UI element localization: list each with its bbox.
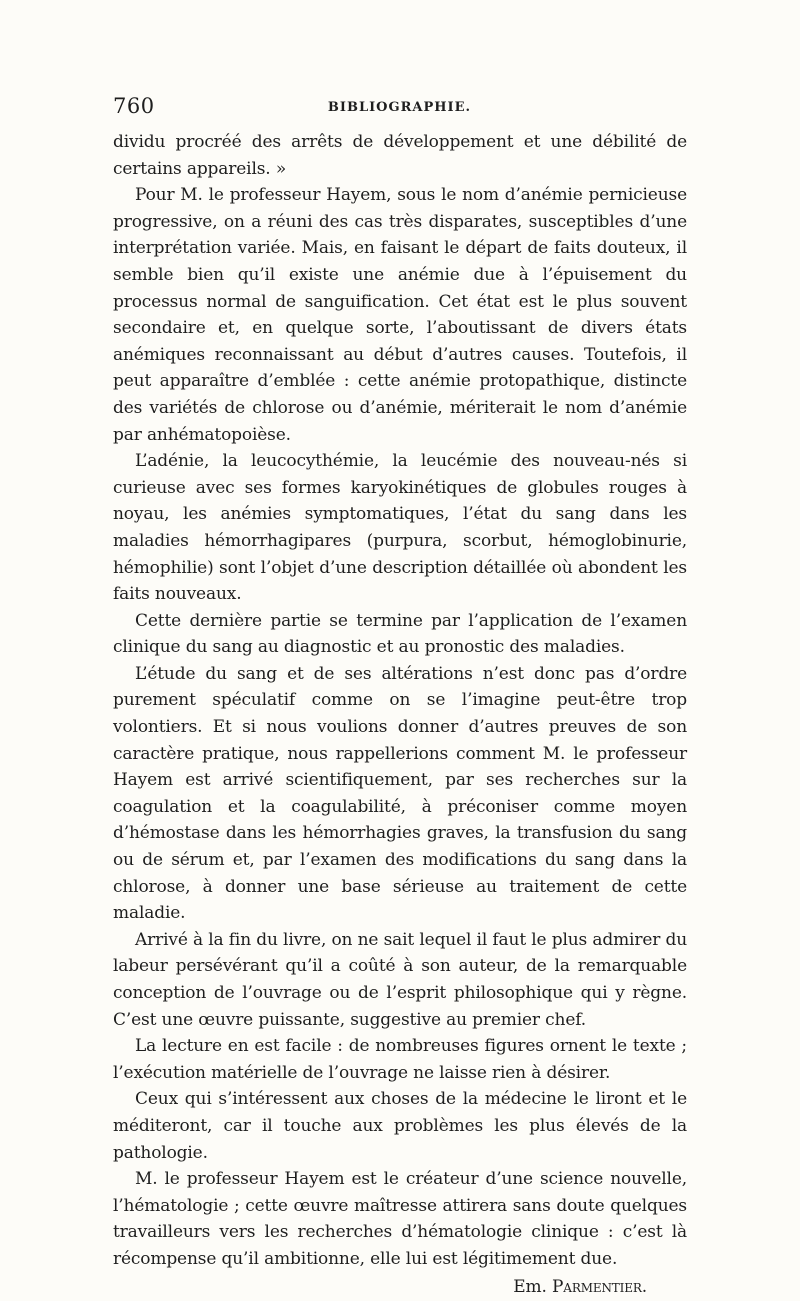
paragraph: Ceux qui s’intéressent aux choses de la médecine le liront et le méditeront, car il touche aux problèmes les plus élevés de la pathologie.: [113, 1089, 687, 1163]
paragraph: Cette dernière partie se termine par l’application de l’examen clinique du sang au diagnostic et au pronostic des maladies.: [113, 610, 687, 658]
paragraph: La lecture en est facile : de nombreuses figures ornent le texte ; l’exécution matérielle de l’ouvrage ne laisse rien à désirer.: [113, 1036, 687, 1083]
author-signature: [113, 1273, 687, 1301]
paragraph: M. le professeur Hayem est le créateur d’une science nouvelle, l’hématologie ; cette œuvre maîtresse attirera sans doute quelques travailleurs vers les recherches d’hématologie clinique : c’est là récompense qu’il ambitionne, elle lui est légitimement due.: [113, 1169, 687, 1269]
signature-first-name: Em.: [513, 1276, 553, 1297]
article-body: [113, 129, 687, 1301]
paragraph: dividu procréé des arrêts de développement et une débilité de certains appareils. »: [113, 132, 687, 179]
page-header: [113, 94, 686, 122]
running-head: BIBLIOGRAPHIE.: [327, 100, 472, 115]
paragraph: Arrivé à la fin du livre, on ne sait lequel il faut le plus admirer du labeur persévérant qu’il a coûté à son auteur, de la remarquable conception de l’ouvrage ou de l’esprit philosophique qui y règne. C’est une œuvre puissante, suggestive au premier chef.: [113, 929, 687, 1030]
paragraph: L’adénie, la leucocythémie, la leucémie des nouveau-nés si curieuse avec ses formes karyokinétiques de globules rouges à noyau, les anémies symptomatiques, l’état du sang dans les maladies hémorrhagipares (purpura, scorbut, hémoglobinurie, hémophilie) sont l’objet d’une description détaillée où abondent les faits nouveaux.: [113, 451, 687, 605]
signature-last-name: Parmentier.: [552, 1276, 647, 1297]
paragraph: Pour M. le professeur Hayem, sous le nom d’anémie pernicieuse progressive, on a réuni des cas très disparates, susceptibles d’une interprétation variée. Mais, en faisant le départ de faits douteux, il semble bien qu’il existe une anémie due à l’épuisement du processus normal de sanguification. Cet état est le plus souvent secondaire et, en quelque sorte, l’aboutissant de divers états anémiques reconnaissant au début d’autres causes. Toutefois, il peut apparaître d’emblée : cette anémie protopathique, distincte des variétés de chlorose ou d’anémie, mériterait le nom d’anémie par anhématopoièse.: [113, 185, 687, 445]
paragraph: L’étude du sang et de ses altérations n’est donc pas d’ordre purement spéculatif comme on se l’imagine peut-être trop volontiers. Et si nous voulions donner d’autres preuves de son caractère pratique, nous rappellerions comment M. le professeur Hayem est arrivé scientifiquement, par ses recherches sur la coagulation et la coagulabilité, à préconiser comme moyen d’hémostase dans les hémorrhagies graves, la transfusion du sang ou de sérum et, par l’examen des modifications du sang dans la chlorose, à donner une base sérieuse au traitement de cette maladie.: [113, 663, 687, 924]
page-number: 760: [113, 94, 155, 118]
